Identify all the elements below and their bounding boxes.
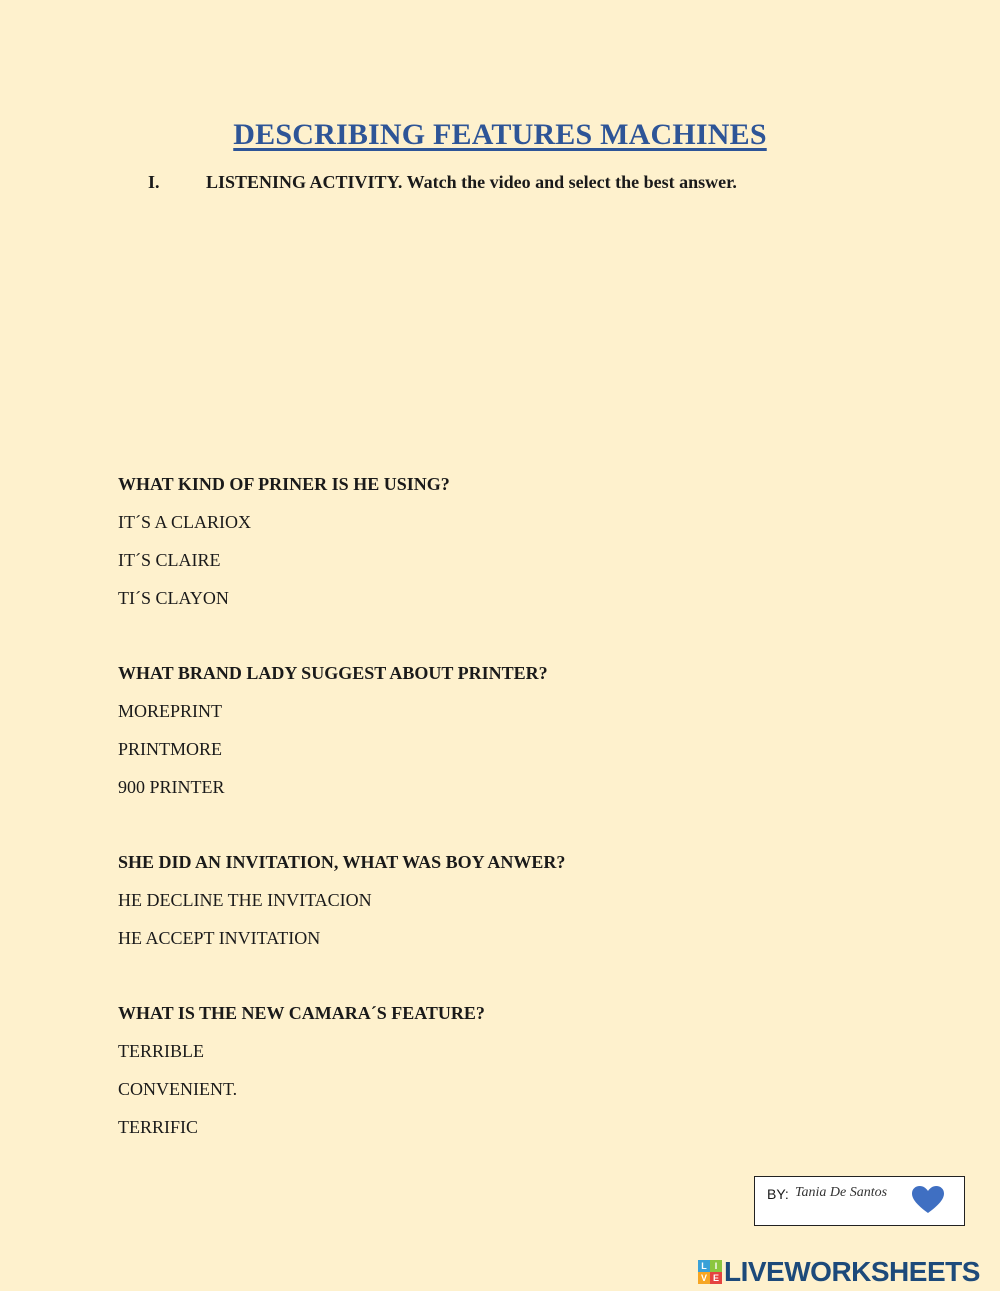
logo-letter: I: [710, 1260, 722, 1272]
instruction-number: I.: [148, 172, 160, 192]
question-4: WHAT IS THE NEW CAMARA´S FEATURE?: [118, 1003, 485, 1023]
answer-option[interactable]: 900 PRINTER: [118, 777, 225, 797]
heart-icon: [911, 1185, 945, 1215]
author-box: [754, 1176, 965, 1226]
answer-option[interactable]: TERRIBLE: [118, 1041, 204, 1061]
answer-option[interactable]: PRINTMORE: [118, 739, 223, 759]
instruction: [148, 172, 737, 193]
brand-name: LIVEWORKSHEETS: [724, 1256, 980, 1287]
question-3: SHE DID AN INVITATION, WHAT WAS BOY ANWER?: [118, 852, 566, 872]
author-label: BY:: [767, 1186, 789, 1202]
logo-letter: V: [698, 1272, 710, 1284]
question-1: WHAT KIND OF PRINER IS HE USING?: [118, 474, 450, 494]
answer-option[interactable]: IT´S A CLARIOX: [118, 512, 252, 532]
answer-option[interactable]: CONVENIENT.: [118, 1079, 238, 1099]
liveworksheets-logo: [698, 1256, 980, 1288]
question-2: WHAT BRAND LADY SUGGEST ABOUT PRINTER?: [118, 663, 548, 683]
answer-option[interactable]: IT´S CLAIRE: [118, 550, 221, 570]
answer-option[interactable]: TI´S CLAYON: [118, 588, 229, 608]
answer-option[interactable]: TERRIFIC: [118, 1117, 199, 1137]
instruction-text: LISTENING ACTIVITY. Watch the video and select the best answer.: [206, 172, 737, 192]
answer-option[interactable]: HE ACCEPT INVITATION: [118, 928, 321, 948]
logo-letter: L: [698, 1260, 710, 1272]
answer-option[interactable]: HE DECLINE THE INVITACION: [118, 890, 372, 910]
author-signature: Tania De Santos: [795, 1185, 888, 1200]
live-logo-icon: [698, 1260, 722, 1284]
logo-letter: E: [710, 1272, 722, 1284]
answer-option[interactable]: MOREPRINT: [118, 701, 223, 721]
worksheet-title: DESCRIBING FEATURES MACHINES: [233, 118, 767, 151]
